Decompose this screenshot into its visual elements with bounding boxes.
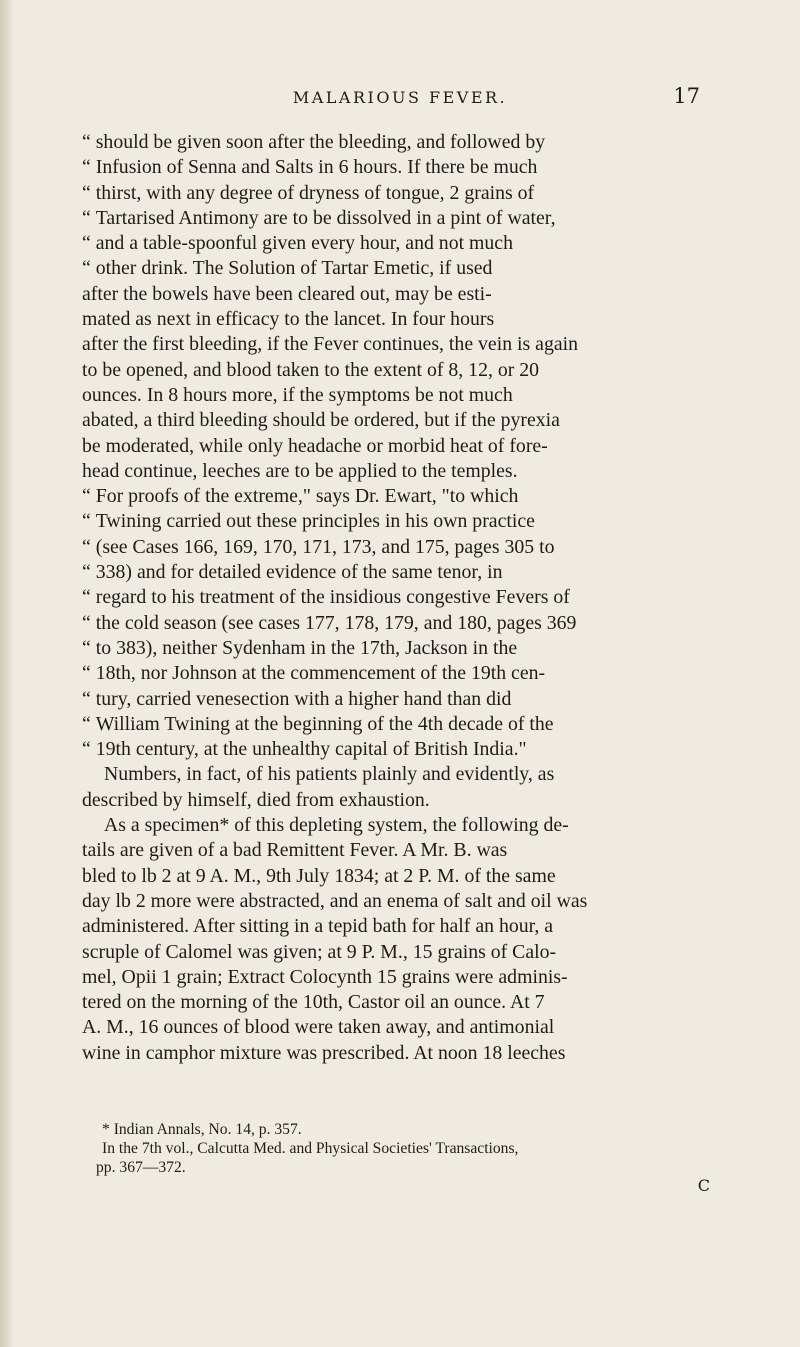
text-line: day lb 2 more were abstracted, and an enema of salt and oil was [82, 889, 588, 912]
text-line: “ to 383), neither Sydenham in the 17th, Jackson in the [82, 636, 738, 661]
text-line: A. M., 16 ounces of blood were taken away, and antimonial [82, 1016, 555, 1039]
signature-mark: C [697, 1176, 710, 1195]
text-line: tered on the morning of the 10th, Castor oil an ounce. At 7 [82, 991, 545, 1014]
text-line: “ Tartarised Antimony are to be dissolved in a pint of water, [82, 206, 738, 231]
text-line: “ Infusion of Senna and Salts in 6 hours. If there be much [82, 155, 738, 180]
footnote: * Indian Annals, No. 14, p. 357. [102, 1121, 302, 1138]
text-line: “ William Twining at the beginning of the 4th decade of the [82, 712, 738, 737]
text-line: “ regard to his treatment of the insidious congestive Fevers of [82, 585, 738, 610]
footnote: In the 7th vol., Calcutta Med. and Physical Societies' Transactions, [102, 1140, 519, 1157]
text-line: described by himself, died from exhaustion. [82, 788, 430, 811]
text-line: As a specimen* of this depleting system, the following de- [104, 814, 569, 837]
text-line: “ thirst, with any degree of dryness of tongue, 2 grains of [82, 181, 738, 206]
text-line: head continue, leeches are to be applied to the temples. [82, 459, 518, 482]
text-line: tails are given of a bad Remittent Fever. A Mr. B. was [82, 839, 508, 862]
text-line: abated, a third bleeding should be ordered, but if the pyrexia [82, 409, 560, 432]
text-line: “ the cold season (see cases 177, 178, 179, and 180, pages 369 [82, 611, 738, 636]
page-number: 17 [673, 84, 700, 108]
text-line: “ 338) and for detailed evidence of the same tenor, in [82, 560, 738, 585]
text-line: “ For proofs of the extreme," says Dr. Ewart, "to which [82, 484, 738, 509]
page-header [0, 84, 800, 114]
text-line: be moderated, while only headache or morbid heat of fore- [82, 434, 548, 457]
text-line: administered. After sitting in a tepid bath for half an hour, a [82, 915, 554, 938]
text-line: “ Twining carried out these principles in his own practice [82, 509, 738, 534]
text-line: after the bowels have been cleared out, may be esti- [82, 282, 492, 305]
text-line: “ (see Cases 166, 169, 170, 171, 173, and 175, pages 305 to [82, 535, 738, 560]
text-line: “ 19th century, at the unhealthy capital of British India." [82, 737, 738, 762]
text-line: “ tury, carried venesection with a higher hand than did [82, 687, 738, 712]
body-text [82, 130, 738, 1066]
text-line: ounces. In 8 hours more, if the symptoms be not much [82, 383, 513, 406]
text-line: “ 18th, nor Johnson at the commencement of the 19th cen- [82, 661, 738, 686]
text-line: to be opened, and blood taken to the extent of 8, 12, or 20 [82, 358, 540, 381]
text-line: “ other drink. The Solution of Tartar Emetic, if used [82, 256, 738, 281]
footnote: pp. 367—372. [96, 1159, 186, 1176]
text-line: scruple of Calomel was given; at 9 P. M., 15 grains of Calo- [82, 940, 557, 963]
page-gutter [0, 0, 14, 1347]
running-title: MALARIOUS FEVER. [292, 88, 508, 107]
text-line: mel, Opii 1 grain; Extract Colocynth 15 grains were adminis- [82, 965, 568, 988]
text-line: mated as next in efficacy to the lancet. In four hours [82, 308, 495, 331]
text-line: bled to lb 2 at 9 A. M., 9th July 1834; at 2 P. M. of the same [82, 864, 556, 887]
text-line: after the first bleeding, if the Fever continues, the vein is again [82, 333, 579, 356]
text-line: Numbers, in fact, of his patients plainly and evidently, as [104, 763, 555, 786]
text-line: “ and a table-spoonful given every hour, and not much [82, 231, 738, 256]
text-line: wine in camphor mixture was prescribed. At noon 18 leeches [82, 1041, 566, 1064]
footnotes [96, 1120, 746, 1177]
text-line: “ should be given soon after the bleeding, and followed by [82, 130, 738, 155]
